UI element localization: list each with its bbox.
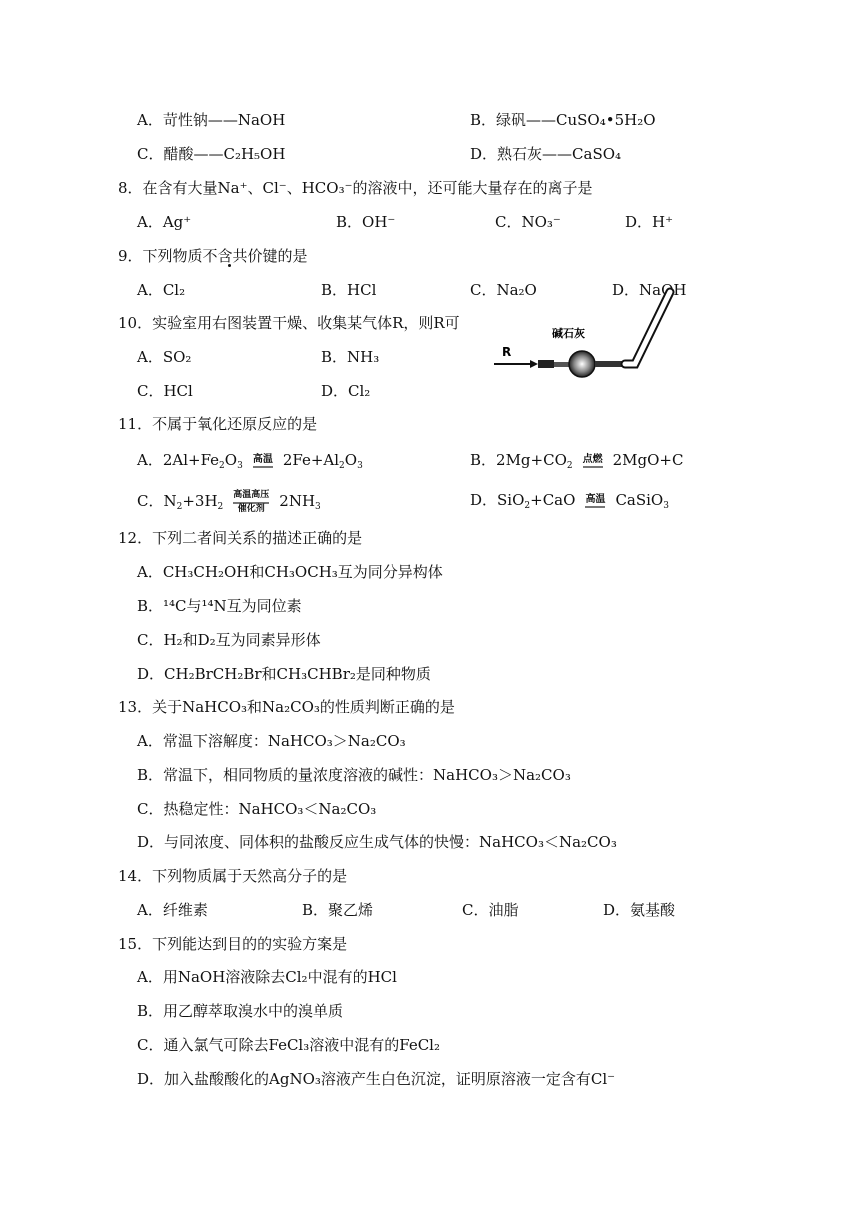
q9-option-c: C．Na₂O	[470, 281, 537, 299]
drying-apparatus-figure	[490, 282, 680, 392]
q7-option-c: C．醋酸——C₂H₅OH	[137, 145, 286, 163]
figure-label-r: R	[502, 345, 512, 359]
q14-option-a: A．纤维素	[137, 901, 208, 919]
q10-stem: 10．实验室用右图装置干燥、收集某气体R，则R可	[118, 314, 460, 332]
q11-option-c: C．$N_2+3H_2$ 高温高压 催化剂 $2NH_3$	[137, 490, 321, 514]
q12-option-c: C．H₂和D₂互为同素异形体	[137, 631, 321, 649]
q12-option-b: B．¹⁴C与¹⁴N互为同位素	[137, 597, 302, 615]
q12-option-d: D．CH₂BrCH₂Br和CH₃CHBr₂是同种物质	[137, 665, 431, 683]
q14-option-b: B．聚乙烯	[302, 901, 374, 919]
q10-option-c: C．HCl	[137, 382, 193, 400]
q13-stem: 13．关于NaHCO₃和Na₂CO₃的性质判断正确的是	[118, 698, 455, 716]
q11-stem: 11．不属于氧化还原反应的是	[118, 415, 318, 433]
q9-stem: 9．下列物质不含共价键的是	[118, 247, 308, 265]
q9-option-d: D．NaOH	[612, 281, 687, 299]
q13-option-b: B．常温下，相同物质的量浓度溶液的碱性：NaHCO₃＞Na₂CO₃	[137, 766, 571, 784]
q10-option-d: D．Cl₂	[321, 382, 371, 400]
q13-option-d: D．与同浓度、同体积的盐酸反应生成气体的快慢：NaHCO₃＜Na₂CO₃	[137, 833, 617, 851]
q14-option-d: D．氨基酸	[603, 901, 676, 919]
reaction-condition: 高温高压 催化剂	[233, 490, 270, 514]
q8-stem: 8．在含有大量Na⁺、Cl⁻、HCO₃⁻的溶液中，还可能大量存在的离子是	[118, 179, 593, 197]
q7-option-b: B．绿矾——CuSO₄•5H₂O	[470, 111, 656, 129]
q8-option-a: A．Ag⁺	[137, 213, 192, 231]
q10-option-a: A．SO₂	[137, 348, 192, 366]
q7-option-d: D．熟石灰——CaSO₄	[470, 145, 622, 163]
reaction-condition: 高温	[585, 494, 605, 508]
q9-option-a: A．Cl₂	[137, 281, 186, 299]
q7-option-a: A．苛性钠——NaOH	[137, 111, 286, 129]
q15-option-c: C．通入氯气可除去FeCl₃溶液中混有的FeCl₂	[137, 1036, 440, 1054]
q15-option-a: A．用NaOH溶液除去Cl₂中混有的HCl	[137, 968, 397, 986]
q15-option-b: B．用乙醇萃取溴水中的溴单质	[137, 1002, 344, 1020]
reaction-condition: 点燃	[583, 454, 603, 468]
q9-option-b: B．HCl	[321, 281, 377, 299]
q14-stem: 14．下列物质属于天然高分子的是	[118, 867, 348, 885]
q13-option-c: C．热稳定性：NaHCO₃＜Na₂CO₃	[137, 800, 377, 818]
q12-option-a: A．CH₃CH₂OH和CH₃OCH₃互为同分异构体	[137, 563, 443, 581]
q11-option-b: B．$2Mg+CO_2$ 点燃 2MgO+C	[470, 451, 684, 471]
q15-stem: 15．下列能达到目的的实验方案是	[118, 935, 348, 953]
q10-option-b: B．NH₃	[321, 348, 380, 366]
drying-tube-bulb	[569, 351, 595, 377]
q13-option-a: A．常温下溶解度：NaHCO₃＞Na₂CO₃	[137, 732, 406, 750]
figure-label-reagent: 碱石灰	[552, 327, 585, 340]
q11-option-d: D．SiO$_2$+CaO 高温 CaSiO$_3$	[470, 491, 669, 511]
q14-option-c: C．油脂	[462, 901, 519, 919]
q12-stem: 12．下列二者间关系的描述正确的是	[118, 529, 363, 547]
reaction-condition: 高温	[253, 454, 273, 468]
q8-option-b: B．OH⁻	[336, 213, 396, 231]
q8-option-c: C．NO₃⁻	[495, 213, 561, 231]
q8-option-d: D．H⁺	[625, 213, 674, 231]
q11-option-a: A．$2Al+Fe_2O_3$ 高温 $2Fe+Al_2O_3$	[137, 451, 363, 471]
q15-option-d: D．加入盐酸酸化的AgNO₃溶液产生白色沉淀，证明原溶液一定含有Cl⁻	[137, 1070, 616, 1088]
